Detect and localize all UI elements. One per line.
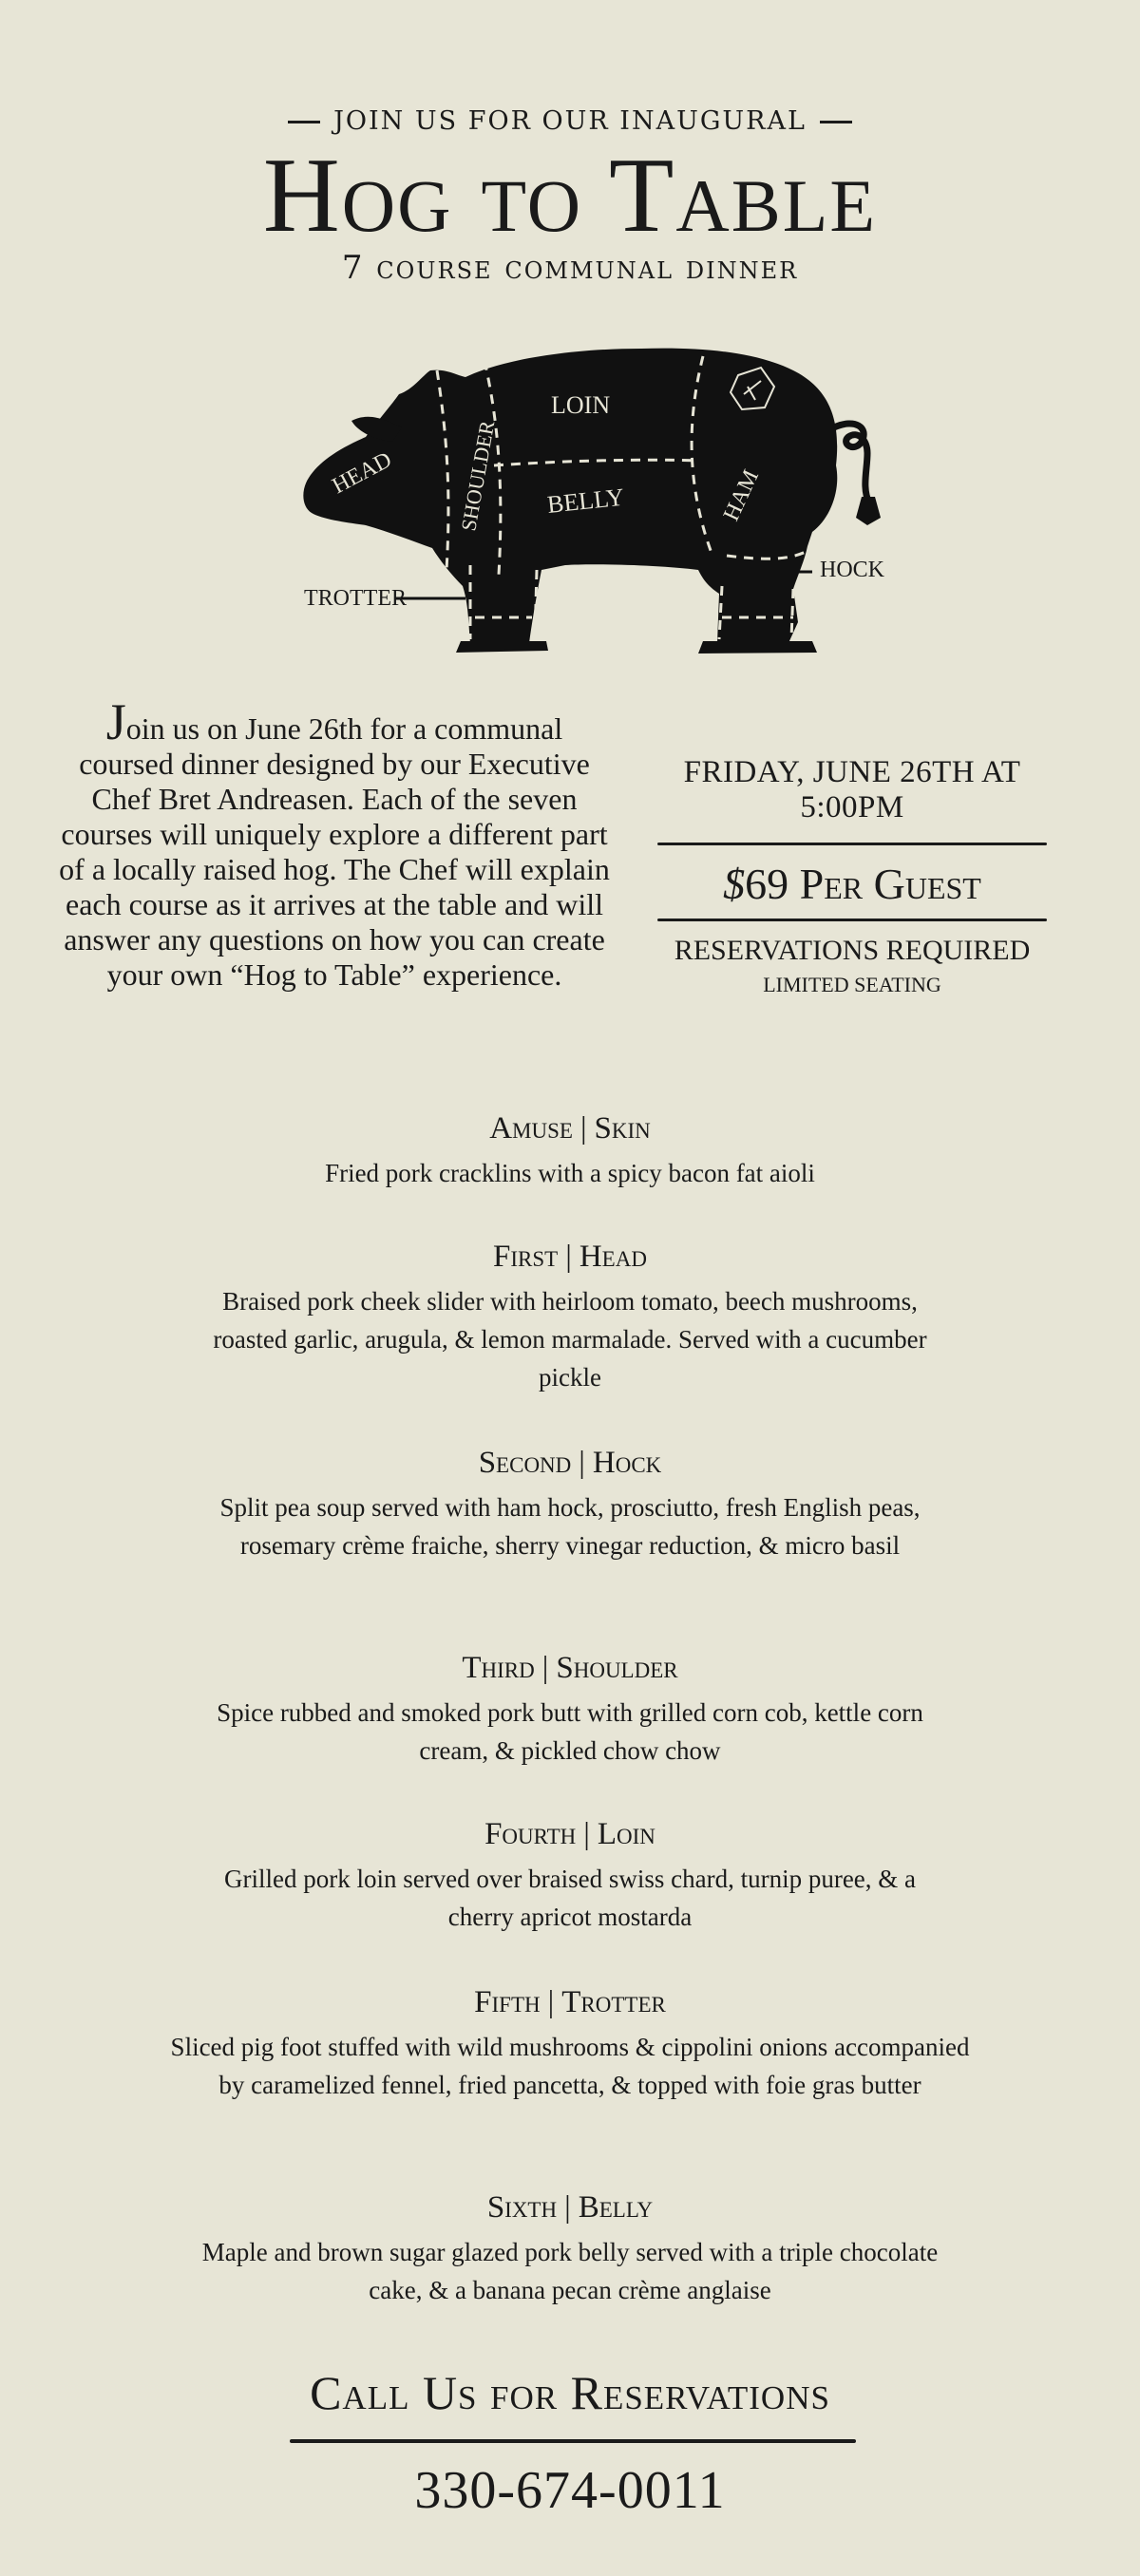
- course-part: Skin: [594, 1111, 651, 1146]
- course-description: Spice rubbed and smoked pork butt with grilled corn cob, kettle corn cream, & pickled chow chow: [217, 1698, 923, 1765]
- course-name: Fourth: [484, 1817, 577, 1851]
- page-title: Hog to Table: [262, 137, 878, 255]
- pig-silhouette: [280, 337, 898, 660]
- call-heading: Call Us for Reservations: [310, 2366, 830, 2419]
- event-price: [638, 859, 1066, 909]
- header-kicker: [0, 106, 1140, 136]
- course-item: [142, 1817, 998, 1936]
- limited-seating: LIMITED SEATING: [763, 973, 941, 996]
- event-date: FRIDAY, JUNE 26TH AT 5:00PM: [683, 755, 1021, 824]
- page-subtitle: 7 course communal dinner: [341, 249, 799, 287]
- cut-label-hock: HOCK: [820, 558, 885, 582]
- course-separator: |: [564, 2190, 571, 2225]
- cut-label-head: HEAD: [328, 447, 396, 500]
- course-separator: |: [565, 1240, 572, 1274]
- course-name: Sixth: [486, 2190, 558, 2225]
- kicker-text: JOIN US FOR OUR INAUGURAL: [333, 106, 807, 136]
- event-divider-top: [657, 843, 1047, 845]
- cut-label-loin: LOIN: [551, 391, 611, 419]
- course-part: Loin: [597, 1817, 656, 1851]
- course-description: Braised pork cheek slider with heirloom tomato, beech mushrooms, roasted garlic, arugula, & lemon marmalade. Served with a cucumber pickle: [213, 1287, 927, 1392]
- course-heading: [142, 1446, 998, 1481]
- course-heading: [142, 1111, 998, 1146]
- phone-number[interactable]: 330-674-0011: [414, 2461, 726, 2520]
- call-divider: [290, 2439, 856, 2443]
- course-name: Fifth: [474, 1985, 541, 2019]
- course-name: Third: [462, 1651, 535, 1685]
- price-text: 69 Per Guest: [745, 860, 981, 908]
- intro-dropcap: J: [105, 693, 126, 750]
- course-description: Maple and brown sugar glazed pork belly served with a triple chocolate cake, & a banana pecan crème anglaise: [201, 2238, 939, 2304]
- course-item: [142, 2190, 998, 2309]
- event-divider-bottom: [657, 919, 1047, 921]
- price-symbol: $: [723, 860, 746, 908]
- course-heading: [142, 1240, 998, 1275]
- course-heading: [142, 1817, 998, 1852]
- course-part: Shoulder: [556, 1651, 678, 1685]
- course-part: Belly: [578, 2190, 654, 2225]
- course-separator: |: [542, 1651, 549, 1685]
- course-item: [142, 1240, 998, 1396]
- kicker-left-dash: [288, 121, 320, 123]
- course-item: [142, 1985, 998, 2104]
- intro-paragraph: [59, 693, 610, 993]
- course-name: Amuse: [489, 1111, 573, 1146]
- course-separator: |: [580, 1111, 587, 1146]
- reservations-required: RESERVATIONS REQUIRED: [674, 935, 1031, 966]
- course-separator: |: [579, 1446, 585, 1480]
- course-separator: |: [583, 1817, 590, 1851]
- course-description: Sliced pig foot stuffed with wild mushrooms & cippolini onions accompanied by caramelized fennel, fried pancetta, & topped with foie gras butter: [170, 2033, 970, 2099]
- course-description: Fried pork cracklins with a spicy bacon fat aioli: [325, 1159, 815, 1187]
- pig-cuts-diagram: [280, 337, 898, 660]
- course-heading: [142, 2190, 998, 2226]
- course-part: Head: [579, 1240, 647, 1274]
- course-name: Second: [478, 1446, 572, 1480]
- kicker-right-dash: [820, 121, 852, 123]
- intro-text: oin us on June 26th for a communal coursed dinner designed by our Executive Chef Bret Andreasen. Each of the seven courses will uniquely explore a different part of a locally raised hog. The Chef will explain each course as it arrives at the table and will answer any questions on how you can create your own “Hog to Table” experience.: [59, 711, 610, 992]
- course-description: Grilled pork loin served over braised swiss chard, turnip puree, & a cherry apricot mostarda: [223, 1865, 917, 1931]
- course-item: [142, 1111, 998, 1192]
- course-item: [142, 1651, 998, 1770]
- cut-label-belly: BELLY: [545, 483, 626, 519]
- course-part: Hock: [592, 1446, 662, 1480]
- course-item: [142, 1446, 998, 1564]
- course-name: First: [493, 1240, 559, 1274]
- course-heading: [142, 1985, 998, 2020]
- cut-label-shoulder: SHOULDER: [456, 418, 500, 533]
- cut-label-trotter: TROTTER: [304, 586, 407, 611]
- cut-label-ham: HAM: [718, 465, 765, 525]
- event-info: [638, 755, 1066, 997]
- course-separator: |: [547, 1985, 555, 2019]
- course-description: Split pea soup served with ham hock, prosciutto, fresh English peas, rosemary crème fraiche, sherry vinegar reduction, & micro basil: [219, 1493, 921, 1560]
- course-part: Trotter: [561, 1985, 666, 2019]
- course-heading: [142, 1651, 998, 1686]
